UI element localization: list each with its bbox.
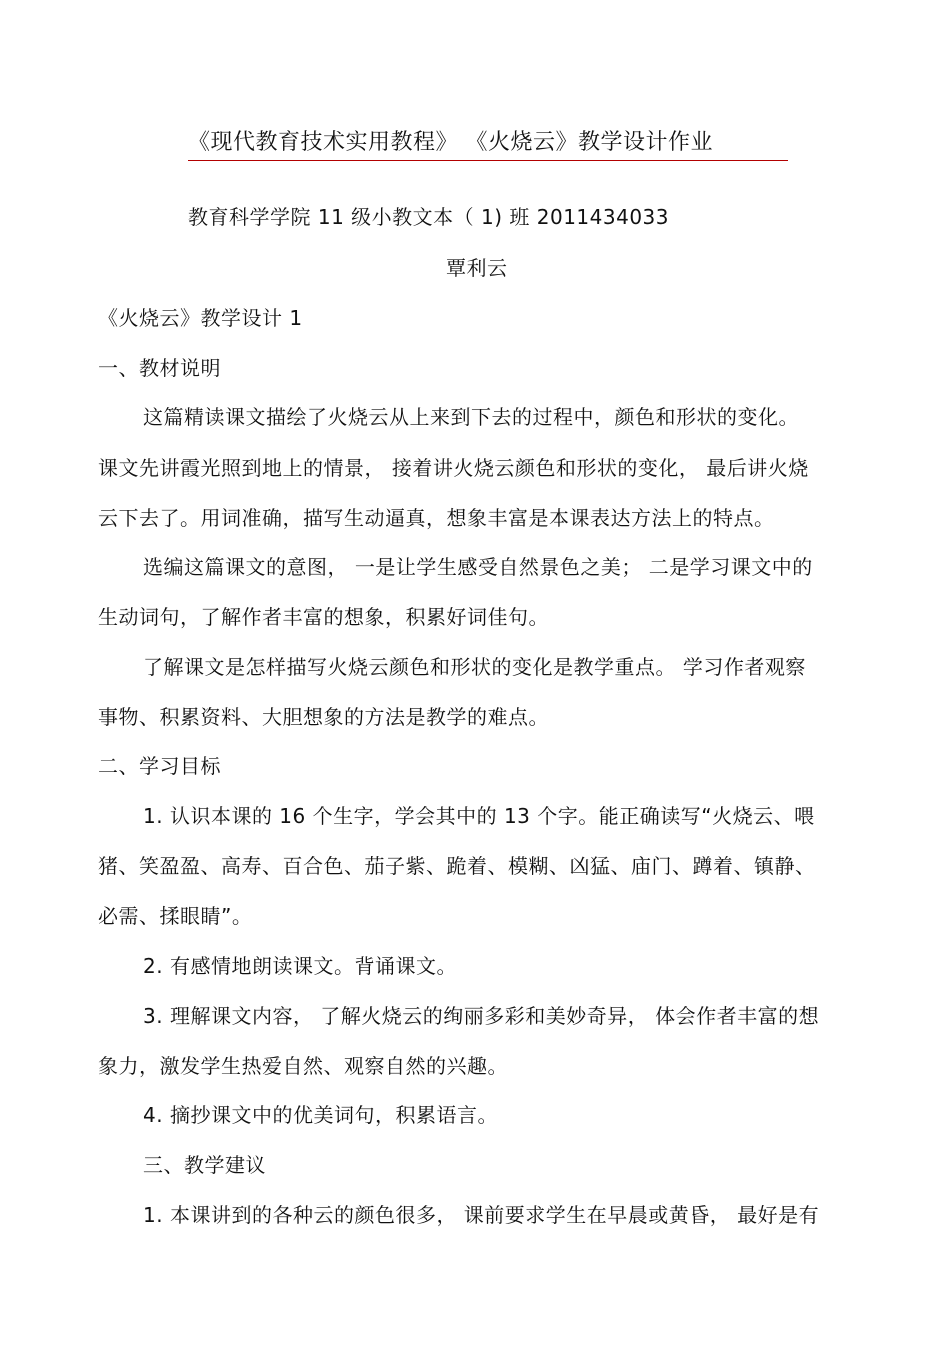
- section-heading-1: 一、教材说明: [98, 356, 221, 380]
- list-item-line: 猪、笑盈盈、高寿、百合色、茄子紫、跪着、模糊、凶猛、庙门、蹲着、镇静、: [98, 854, 816, 878]
- section-heading-2: 二、学习目标: [98, 754, 221, 778]
- list-item-line: 4. 摘抄课文中的优美词句，积累语言。: [143, 1103, 498, 1127]
- list-item-line: 2. 有感情地朗读课文。背诵课文。: [143, 954, 457, 978]
- list-item-line: 象力，激发学生热爱自然、观察自然的兴趣。: [98, 1054, 508, 1078]
- paragraph-line: 这篇精读课文描绘了火烧云从上来到下去的过程中，颜色和形状的变化。: [143, 405, 799, 429]
- section-heading-3: 三、教学建议: [143, 1153, 266, 1177]
- paragraph-line: 云下去了。用词准确，描写生动逼真，想象丰富是本课表达方法上的特点。: [98, 506, 775, 530]
- author-info: 教育科学学院 11 级小教文本（ 1) 班 2011434033: [188, 205, 670, 229]
- list-item-line: 必需、揉眼睛”。: [98, 904, 253, 928]
- title-underline: [188, 128, 788, 161]
- list-item-line: 3. 理解课文内容， 了解火烧云的绚丽多彩和美妙奇异， 体会作者丰富的想: [143, 1004, 820, 1028]
- paragraph-line: 课文先讲霞光照到地上的情景， 接着讲火烧云颜色和形状的变化， 最后讲火烧: [98, 456, 809, 480]
- design-heading: 《火烧云》教学设计 1: [98, 306, 303, 330]
- paragraph-line: 选编这篇课文的意图， 一是让学生感受自然景色之美； 二是学习课文中的: [143, 555, 813, 579]
- list-item-line: 1. 本课讲到的各种云的颜色很多， 课前要求学生在早晨或黄昏， 最好是有: [143, 1203, 820, 1227]
- paragraph-line: 事物、积累资料、大胆想象的方法是教学的难点。: [98, 705, 549, 729]
- paragraph-line: 生动词句，了解作者丰富的想象，积累好词佳句。: [98, 605, 549, 629]
- page-title: 《现代教育技术实用教程》 《火烧云》教学设计作业: [188, 130, 713, 155]
- author-name: 覃利云: [446, 256, 508, 280]
- paragraph-line: 了解课文是怎样描写火烧云颜色和形状的变化是教学重点。 学习作者观察: [143, 655, 806, 679]
- list-item-line: 1. 认识本课的 16 个生字，学会其中的 13 个字。能正确读写“火烧云、喂: [143, 804, 815, 828]
